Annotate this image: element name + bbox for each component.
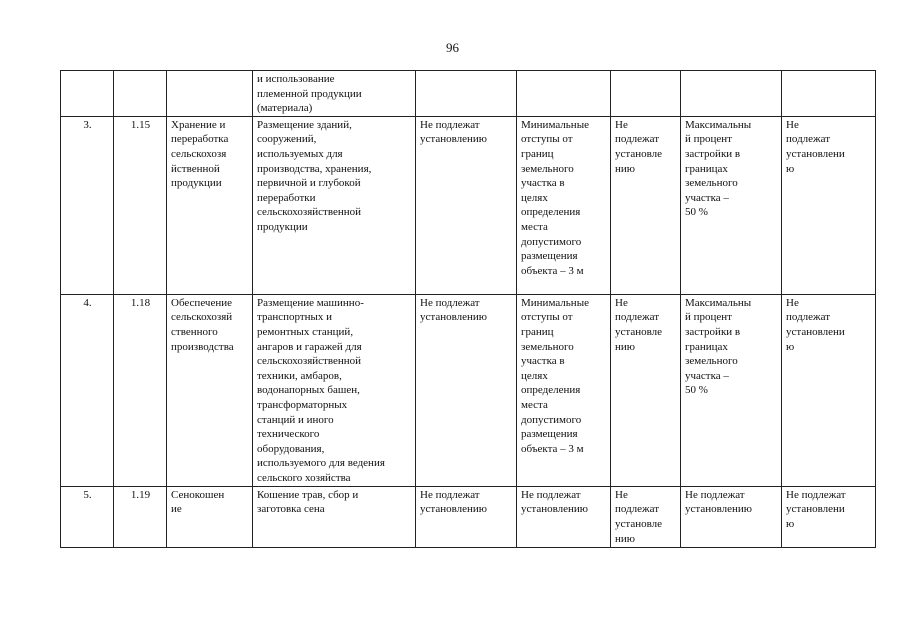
parameter-cell <box>611 71 681 117</box>
setback-cell <box>517 71 611 117</box>
code-cell <box>114 71 167 117</box>
parameter-cell: Не подлежат установле нию <box>611 116 681 294</box>
parameter-cell <box>416 71 517 117</box>
parameter-cell: Не подлежат установлению <box>517 486 611 547</box>
coverage-cell: Максимальны й процент застройки в границах земельного участка – 50 % <box>681 294 782 486</box>
parameter-cell: Не подлежат установлени ю <box>782 294 876 486</box>
description-cell: Кошение трав, сбор и заготовка сена <box>253 486 416 547</box>
table-row <box>61 294 876 486</box>
description-cell: и использование племенной продукции (материала) <box>253 71 416 117</box>
page-number: 96 <box>446 40 459 55</box>
table-row <box>61 71 876 117</box>
code-cell: 1.15 <box>114 116 167 294</box>
parameter-cell: Не подлежат установлению <box>681 486 782 547</box>
use-name-cell: Сенокошен ие <box>167 486 253 547</box>
use-name-cell <box>167 71 253 117</box>
use-name-cell: Хранение и переработка сельскохозя йственной продукции <box>167 116 253 294</box>
row-number-cell: 3. <box>61 116 114 294</box>
code-cell: 1.18 <box>114 294 167 486</box>
coverage-cell: Максимальны й процент застройки в границах земельного участка – 50 % <box>681 116 782 294</box>
parameter-cell: Не подлежат установле нию <box>611 486 681 547</box>
parameter-cell: Не подлежат установлению <box>416 486 517 547</box>
setback-cell: Минимальные отступы от границ земельного участка в целях определения места допустимого размещения объекта – 3 м <box>517 116 611 294</box>
parameter-cell: Не подлежат установлени ю <box>782 116 876 294</box>
parameter-cell: Не подлежат установле нию <box>611 294 681 486</box>
table-row <box>61 116 876 294</box>
coverage-cell <box>681 71 782 117</box>
row-number-cell <box>61 71 114 117</box>
description-cell: Размещение зданий, сооружений, используемых для производства, хранения, первичной и глубокой переработки сельскохозяйственной продукции <box>253 116 416 294</box>
parameter-cell <box>782 71 876 117</box>
setback-cell: Минимальные отступы от границ земельного участка в целях определения места допустимого размещения объекта – 3 м <box>517 294 611 486</box>
parameter-cell: Не подлежат установлению <box>416 294 517 486</box>
row-number-cell: 4. <box>61 294 114 486</box>
row-number-cell: 5. <box>61 486 114 547</box>
parameter-cell: Не подлежат установлени ю <box>782 486 876 547</box>
regulations-table <box>60 70 876 548</box>
description-cell: Размещение машинно- транспортных и ремонтных станций, ангаров и гаражей для сельскохозяйственной техники, амбаров, водонапорных башен, трансформаторных станций и иного технического оборудования, используемого для ведения сельского хозяйства <box>253 294 416 486</box>
code-cell: 1.19 <box>114 486 167 547</box>
table-row <box>61 486 876 547</box>
use-name-cell: Обеспечение сельскохозяй ственного производства <box>167 294 253 486</box>
parameter-cell: Не подлежат установлению <box>416 116 517 294</box>
